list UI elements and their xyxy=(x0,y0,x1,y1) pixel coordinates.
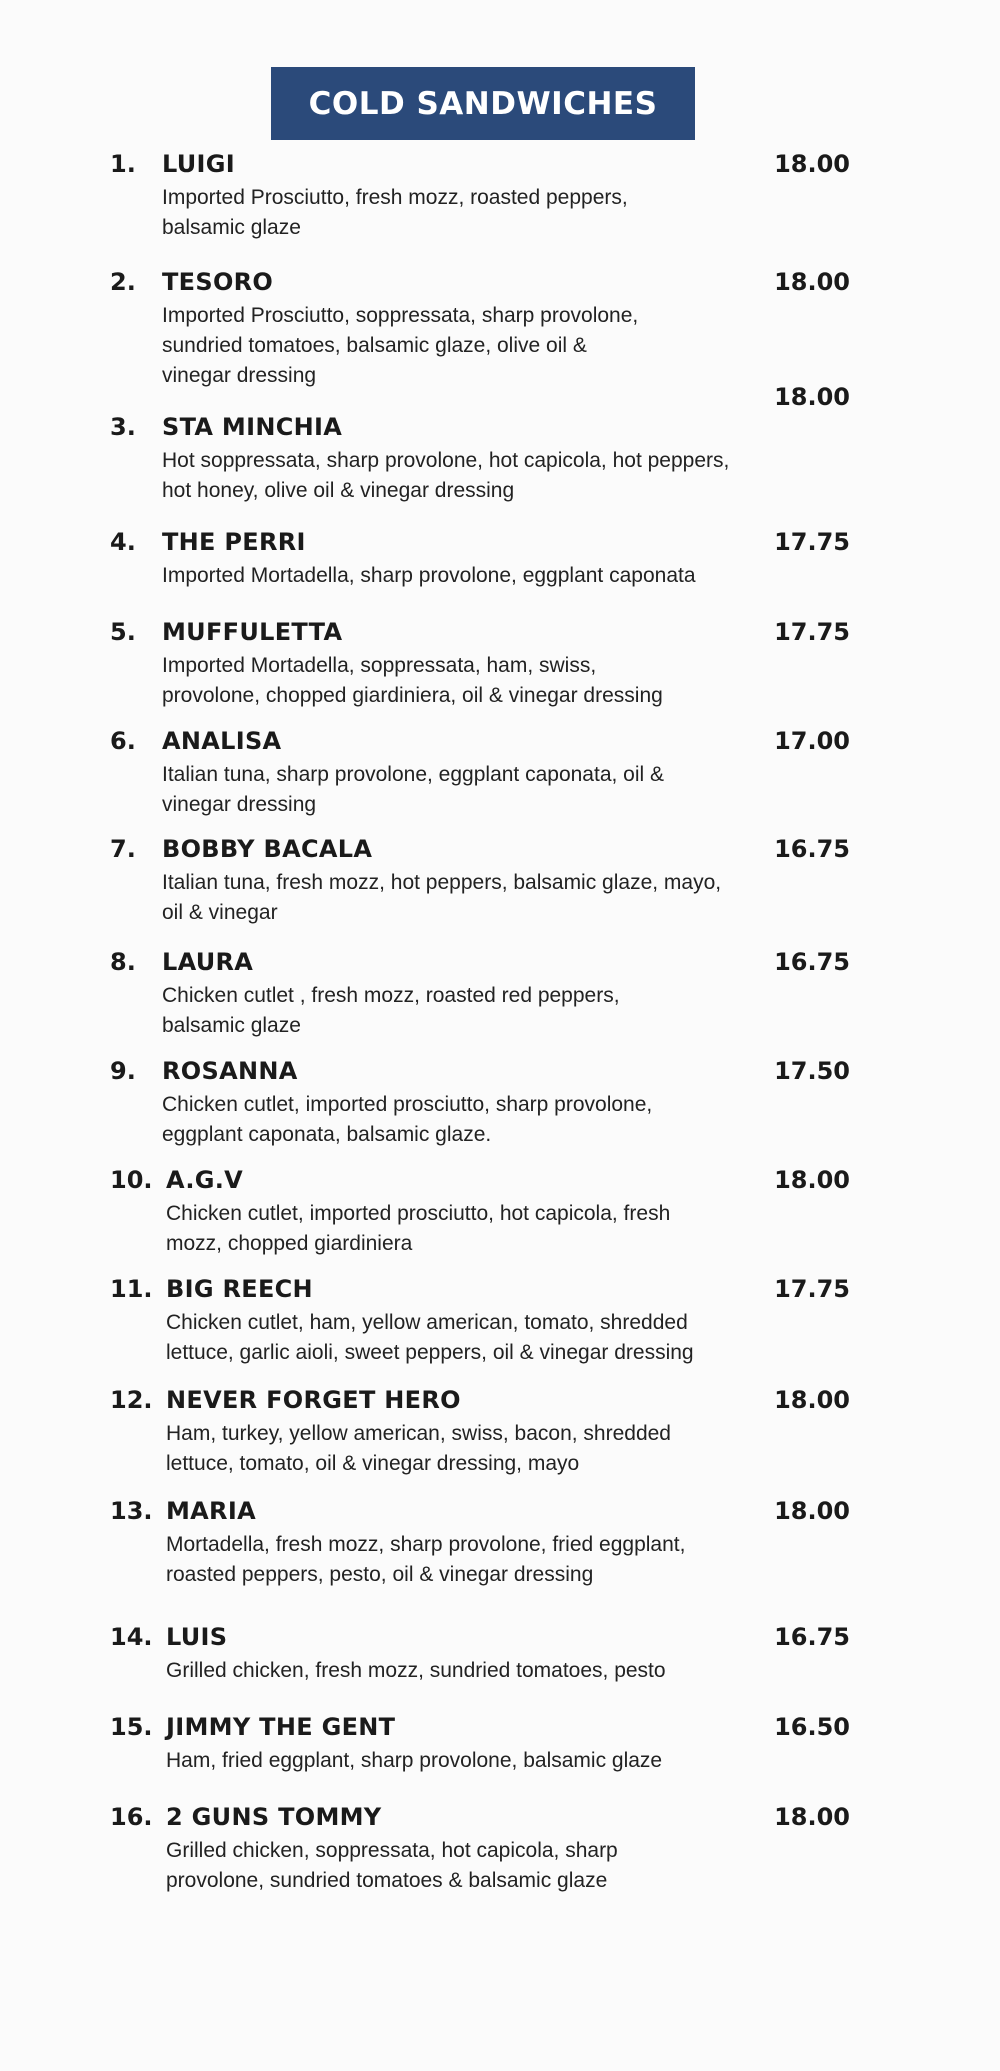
menu-item-description xyxy=(166,1308,856,1368)
menu-item-name: JIMMY THE GENT xyxy=(166,1713,396,1741)
description-line: Ham, fried eggplant, sharp provolone, balsamic glaze xyxy=(166,1749,663,1772)
menu-item xyxy=(110,618,850,711)
menu-item-description xyxy=(162,760,852,820)
menu-item-price: 18.00 xyxy=(774,1386,850,1414)
menu-item-price: 16.75 xyxy=(774,1623,850,1651)
menu-item-description xyxy=(166,1199,856,1259)
description-line: oil & vinegar xyxy=(162,901,278,924)
menu-item-name: BIG REECH xyxy=(166,1275,313,1303)
menu-item-description xyxy=(162,651,852,711)
description-line: Imported Prosciutto, soppressata, sharp provolone, xyxy=(162,304,639,327)
menu-item-header xyxy=(110,1386,850,1416)
menu-item-price: 16.50 xyxy=(774,1713,850,1741)
menu-item-number: 3. xyxy=(110,413,136,441)
menu-item-header xyxy=(110,1803,850,1833)
menu-item-description xyxy=(162,868,852,928)
description-line: Imported Mortadella, soppressata, ham, swiss, xyxy=(162,654,597,677)
menu-item-name: LAURA xyxy=(162,948,254,976)
menu-item-number: 5. xyxy=(110,618,136,646)
menu-item xyxy=(110,1386,850,1479)
menu-item-name: STA MINCHIA xyxy=(162,413,343,441)
menu-item-number: 9. xyxy=(110,1057,136,1085)
section-header xyxy=(271,67,695,140)
description-line: Grilled chicken, soppressata, hot capicola, sharp xyxy=(166,1839,618,1862)
description-line: lettuce, garlic aioli, sweet peppers, oil & vinegar dressing xyxy=(166,1341,694,1364)
menu-item xyxy=(110,1713,850,1776)
description-line: Ham, turkey, yellow american, swiss, bacon, shredded xyxy=(166,1422,671,1445)
menu-item-number: 16. xyxy=(110,1803,153,1831)
menu-item-price: 18.00 xyxy=(774,383,850,411)
menu-item-number: 15. xyxy=(110,1713,153,1741)
menu-item-header xyxy=(110,1623,850,1653)
menu-item xyxy=(110,1497,850,1590)
menu-item-description xyxy=(162,301,852,391)
menu-item-header xyxy=(110,1166,850,1196)
description-line: Chicken cutlet, imported prosciutto, hot capicola, fresh xyxy=(166,1202,671,1225)
menu-item-description xyxy=(166,1836,856,1896)
description-line: balsamic glaze xyxy=(162,216,301,239)
description-line: sundried tomatoes, balsamic glaze, olive oil & xyxy=(162,334,587,357)
menu-item-number: 13. xyxy=(110,1497,153,1525)
description-line: eggplant caponata, balsamic glaze. xyxy=(162,1123,492,1146)
description-line: mozz, chopped giardiniera xyxy=(166,1232,413,1255)
description-line: Chicken cutlet, imported prosciutto, sharp provolone, xyxy=(162,1093,653,1116)
menu-item-price: 17.75 xyxy=(774,528,850,556)
description-line: Hot soppressata, sharp provolone, hot capicola, hot peppers, xyxy=(162,449,730,472)
menu-item-name: NEVER FORGET HERO xyxy=(166,1386,461,1414)
menu-item-name: A.G.V xyxy=(166,1166,244,1194)
menu-item-header xyxy=(110,150,850,180)
menu-item-number: 7. xyxy=(110,835,136,863)
menu-item-number: 1. xyxy=(110,150,136,178)
menu-item-number: 10. xyxy=(110,1166,153,1194)
menu-item xyxy=(110,528,850,591)
menu-item-price: 18.00 xyxy=(774,1803,850,1831)
menu-item-name: ROSANNA xyxy=(162,1057,298,1085)
menu-item-header xyxy=(110,1713,850,1743)
menu-item xyxy=(110,1057,850,1150)
menu-item xyxy=(110,948,850,1041)
menu-item-name: LUIGI xyxy=(162,150,235,178)
description-line: Chicken cutlet , fresh mozz, roasted red peppers, xyxy=(162,984,620,1007)
menu-item xyxy=(110,150,850,243)
menu-item-description xyxy=(166,1656,856,1686)
menu-item-number: 14. xyxy=(110,1623,153,1651)
menu-item-price: 17.50 xyxy=(774,1057,850,1085)
menu-item-name: THE PERRI xyxy=(162,528,306,556)
description-line: Imported Mortadella, sharp provolone, eggplant caponata xyxy=(162,564,696,587)
menu-item-price: 18.00 xyxy=(774,1497,850,1525)
menu-item xyxy=(110,1275,850,1368)
menu-item-header xyxy=(110,528,850,558)
menu-item xyxy=(110,383,850,506)
menu-item-header xyxy=(110,835,850,865)
menu-item-header xyxy=(110,618,850,648)
menu-item-number: 2. xyxy=(110,268,136,296)
menu-item-price: 16.75 xyxy=(774,835,850,863)
description-line: vinegar dressing xyxy=(162,364,317,387)
menu-item xyxy=(110,1803,850,1896)
description-line: Italian tuna, sharp provolone, eggplant caponata, oil & xyxy=(162,763,665,786)
description-line: Chicken cutlet, ham, yellow american, tomato, shredded xyxy=(166,1311,688,1334)
description-line: vinegar dressing xyxy=(162,793,317,816)
menu-item-price: 16.75 xyxy=(774,948,850,976)
menu-item-number: 4. xyxy=(110,528,136,556)
menu-item-description xyxy=(166,1746,856,1776)
menu-item-description xyxy=(162,1090,852,1150)
menu-item-header xyxy=(110,1497,850,1527)
menu-item-name: LUIS xyxy=(166,1623,228,1651)
menu-item-description xyxy=(166,1419,856,1479)
menu-item-header xyxy=(110,727,850,757)
description-line: roasted peppers, pesto, oil & vinegar dressing xyxy=(166,1563,594,1586)
menu-item-header xyxy=(110,1275,850,1305)
description-line: balsamic glaze xyxy=(162,1014,301,1037)
menu-item-price: 17.00 xyxy=(774,727,850,755)
description-line: Imported Prosciutto, fresh mozz, roasted peppers, xyxy=(162,186,628,209)
menu-item-number: 6. xyxy=(110,727,136,755)
menu-item-price: 17.75 xyxy=(774,1275,850,1303)
menu-item-price: 17.75 xyxy=(774,618,850,646)
description-line: lettuce, tomato, oil & vinegar dressing, mayo xyxy=(166,1452,580,1475)
menu-item-description xyxy=(162,981,852,1041)
menu-item-number: 8. xyxy=(110,948,136,976)
description-line: hot honey, olive oil & vinegar dressing xyxy=(162,479,515,502)
menu-item-description xyxy=(162,183,852,243)
menu-item-header xyxy=(110,1057,850,1087)
menu-item xyxy=(110,835,850,928)
menu-item-description xyxy=(166,1530,856,1590)
menu-item xyxy=(110,727,850,820)
menu-item-number: 12. xyxy=(110,1386,153,1414)
menu-item xyxy=(110,1623,850,1686)
description-line: Grilled chicken, fresh mozz, sundried tomatoes, pesto xyxy=(166,1659,666,1682)
menu-item-name: 2 GUNS TOMMY xyxy=(166,1803,382,1831)
menu-item-number: 11. xyxy=(110,1275,153,1303)
menu-item-price: 18.00 xyxy=(774,268,850,296)
menu-item-name: MUFFULETTA xyxy=(162,618,343,646)
menu-item-description xyxy=(162,561,852,591)
menu-item-description xyxy=(162,446,852,506)
menu-item xyxy=(110,1166,850,1259)
menu-item-name: ANALISA xyxy=(162,727,282,755)
menu-item-price: 18.00 xyxy=(774,150,850,178)
menu-item-name: BOBBY BACALA xyxy=(162,835,373,863)
description-line: provolone, sundried tomatoes & balsamic glaze xyxy=(166,1869,608,1892)
description-line: Mortadella, fresh mozz, sharp provolone, fried eggplant, xyxy=(166,1533,686,1556)
section-title: COLD SANDWICHES xyxy=(308,85,658,122)
description-line: provolone, chopped giardiniera, oil & vinegar dressing xyxy=(162,684,663,707)
menu-item xyxy=(110,268,850,391)
menu-item-name: MARIA xyxy=(166,1497,256,1525)
description-line: Italian tuna, fresh mozz, hot peppers, balsamic glaze, mayo, xyxy=(162,871,722,894)
menu-item-header xyxy=(110,383,850,443)
menu-item-price: 18.00 xyxy=(774,1166,850,1194)
menu-item-header xyxy=(110,948,850,978)
menu-item-name: TESORO xyxy=(162,268,274,296)
menu-item-header xyxy=(110,268,850,298)
